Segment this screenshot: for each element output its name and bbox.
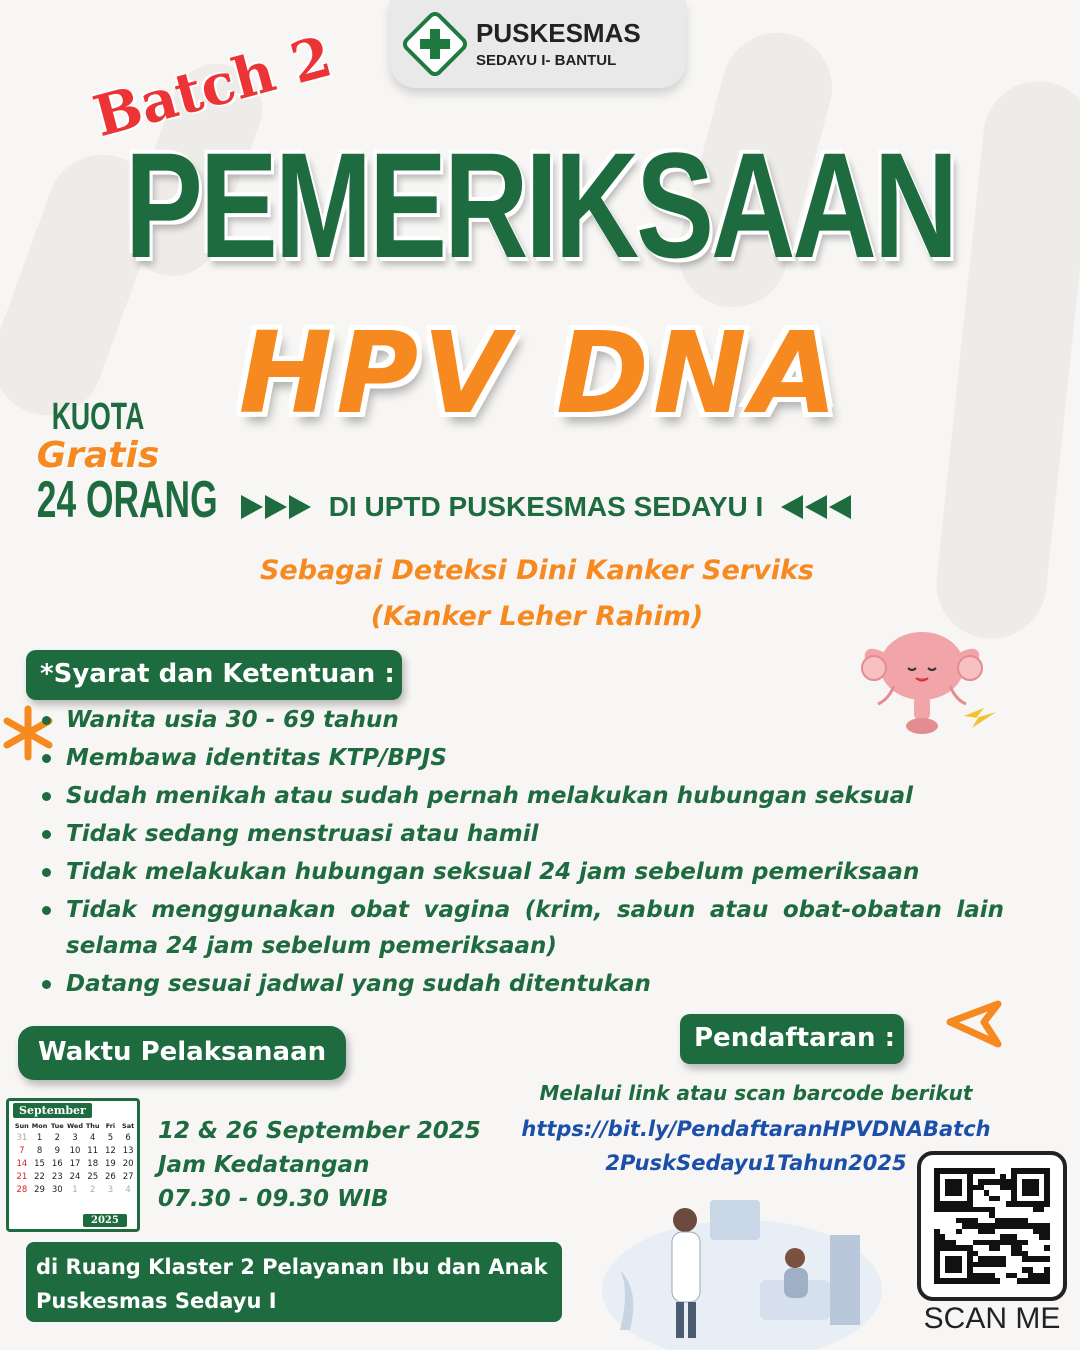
schedule-jam-label: Jam Kedatangan — [158, 1152, 370, 1178]
calendar-day: 3 — [107, 1185, 114, 1195]
calendar-day: 4 — [89, 1133, 96, 1143]
kuota-label: KUOTA — [51, 396, 145, 438]
list-item: Wanita usia 30 - 69 tahun — [36, 702, 1004, 738]
place-box — [26, 1242, 562, 1322]
calendar-day: 29 — [34, 1185, 45, 1195]
calendar-day: 1 — [72, 1185, 78, 1195]
calendar-icon — [6, 1098, 140, 1232]
calendar-day: 15 — [34, 1159, 45, 1169]
logo-subtitle: SEDAYU I- BANTUL — [476, 51, 617, 69]
calendar-day: 1 — [36, 1133, 43, 1143]
calendar-day: 31 — [16, 1133, 28, 1143]
calendar-day: 10 — [69, 1146, 81, 1156]
calendar-day: 11 — [87, 1146, 99, 1156]
pointer-arrow-icon — [944, 1000, 1004, 1050]
calendar-day: 5 — [107, 1133, 114, 1143]
location-text: DI UPTD PUSKESMAS SEDAYU I — [328, 491, 764, 522]
calendar-day-header: Sun — [14, 1122, 29, 1130]
calendar-day: 28 — [16, 1185, 28, 1195]
place-line1: di Ruang Klaster 2 Pelayanan Ibu dan Anak — [36, 1255, 548, 1279]
calendar-day-header: Mon — [31, 1122, 48, 1130]
calendar-day: 18 — [87, 1159, 99, 1169]
calendar-day-header: Fri — [105, 1122, 116, 1130]
list-item: Tidak melakukan hubungan seksual 24 jam sebelum pemeriksaan — [36, 854, 1004, 890]
calendar-day: 20 — [122, 1159, 134, 1169]
calendar-day: 25 — [87, 1172, 99, 1182]
calendar-day: 8 — [36, 1146, 43, 1156]
calendar-day: 21 — [16, 1172, 28, 1182]
calendar-day: 6 — [125, 1133, 131, 1143]
puskesmas-logo — [390, 0, 686, 88]
page-title-hpv: HPV DNA — [238, 309, 842, 439]
kuota-badge — [8, 396, 218, 529]
calendar-day: 19 — [105, 1159, 116, 1169]
calendar-day: 7 — [19, 1146, 25, 1156]
waktu-heading: Waktu Pelaksanaan — [18, 1026, 346, 1080]
place-line2: Puskesmas Sedayu I — [36, 1289, 277, 1313]
list-item: Tidak menggunakan obat vagina (krim, sabun atau obat-obatan lain selama 24 jam sebelum pemeriksaan) — [36, 892, 1004, 964]
calendar-day: 16 — [51, 1159, 63, 1169]
schedule-jam: 07.30 - 09.30 WIB — [158, 1186, 389, 1212]
calendar-day: 9 — [54, 1146, 60, 1156]
calendar-day-header: Sat — [122, 1122, 135, 1130]
puskesmas-cross-icon — [400, 9, 471, 80]
calendar-day: 30 — [51, 1185, 63, 1195]
left-arrows-icon — [781, 495, 851, 519]
calendar-day: 27 — [122, 1172, 134, 1182]
syarat-heading: *Syarat dan Ketentuan : — [26, 650, 402, 700]
subtitle-line1: Sebagai Deteksi Dini Kanker Serviks — [259, 555, 814, 586]
batch-label: Batch 2 — [86, 23, 339, 151]
registration-link-line2[interactable]: 2PuskSedayu1Tahun2025 — [605, 1151, 907, 1175]
calendar-day-header: Thu — [85, 1122, 100, 1130]
kuota-count: 24 ORANG — [36, 470, 218, 529]
pendaftaran-text: Melalui link atau scan barcode berikut — [539, 1081, 973, 1105]
schedule — [158, 1114, 481, 1216]
calendar-day: 2 — [89, 1185, 96, 1195]
calendar-day: 26 — [105, 1172, 116, 1182]
calendar-grid — [13, 1122, 137, 1195]
syarat-list — [36, 702, 1004, 1004]
scan-me-label: SCAN ME — [923, 1302, 1061, 1335]
list-item: Tidak sedang menstruasi atau hamil — [36, 816, 1004, 852]
subtitle-line2: (Kanker Leher Rahim) — [370, 601, 704, 632]
list-item: Sudah menikah atau sudah pernah melakukan hubungan seksual — [36, 778, 1004, 814]
calendar-day: 22 — [34, 1172, 45, 1182]
list-item: Datang sesuai jadwal yang sudah ditentukan — [36, 966, 1004, 1002]
page-title: PEMERIKSAAN — [124, 121, 956, 289]
calendar-day: 12 — [105, 1146, 116, 1156]
clinic-illustration — [600, 1180, 884, 1350]
calendar-day: 14 — [16, 1159, 28, 1169]
qr-code-pattern — [934, 1168, 1050, 1284]
list-item: Membawa identitas KTP/BPJS — [36, 740, 1004, 776]
calendar-day: 17 — [69, 1159, 81, 1169]
right-arrows-icon — [241, 495, 311, 519]
calendar-month: September — [13, 1103, 92, 1118]
calendar-day: 23 — [51, 1172, 63, 1182]
qr-code[interactable] — [917, 1151, 1067, 1301]
calendar-year: 2025 — [83, 1214, 127, 1227]
logo-name: PUSKESMAS — [476, 17, 641, 48]
schedule-dates: 12 & 26 September 2025 — [158, 1118, 481, 1144]
calendar-day: 24 — [69, 1172, 81, 1182]
calendar-day: 2 — [54, 1133, 60, 1143]
pendaftaran-heading: Pendaftaran : — [680, 1014, 904, 1064]
kuota-gratis: Gratis — [36, 435, 160, 476]
calendar-day: 13 — [122, 1146, 134, 1156]
calendar-day-header: Tue — [50, 1122, 64, 1130]
calendar-day: 3 — [72, 1133, 78, 1143]
registration-link-line1[interactable]: https://bit.ly/PendaftaranHPVDNABatch — [521, 1117, 991, 1141]
calendar-day: 4 — [125, 1185, 131, 1195]
location-line — [214, 484, 878, 530]
calendar-day-header: Wed — [66, 1122, 83, 1130]
